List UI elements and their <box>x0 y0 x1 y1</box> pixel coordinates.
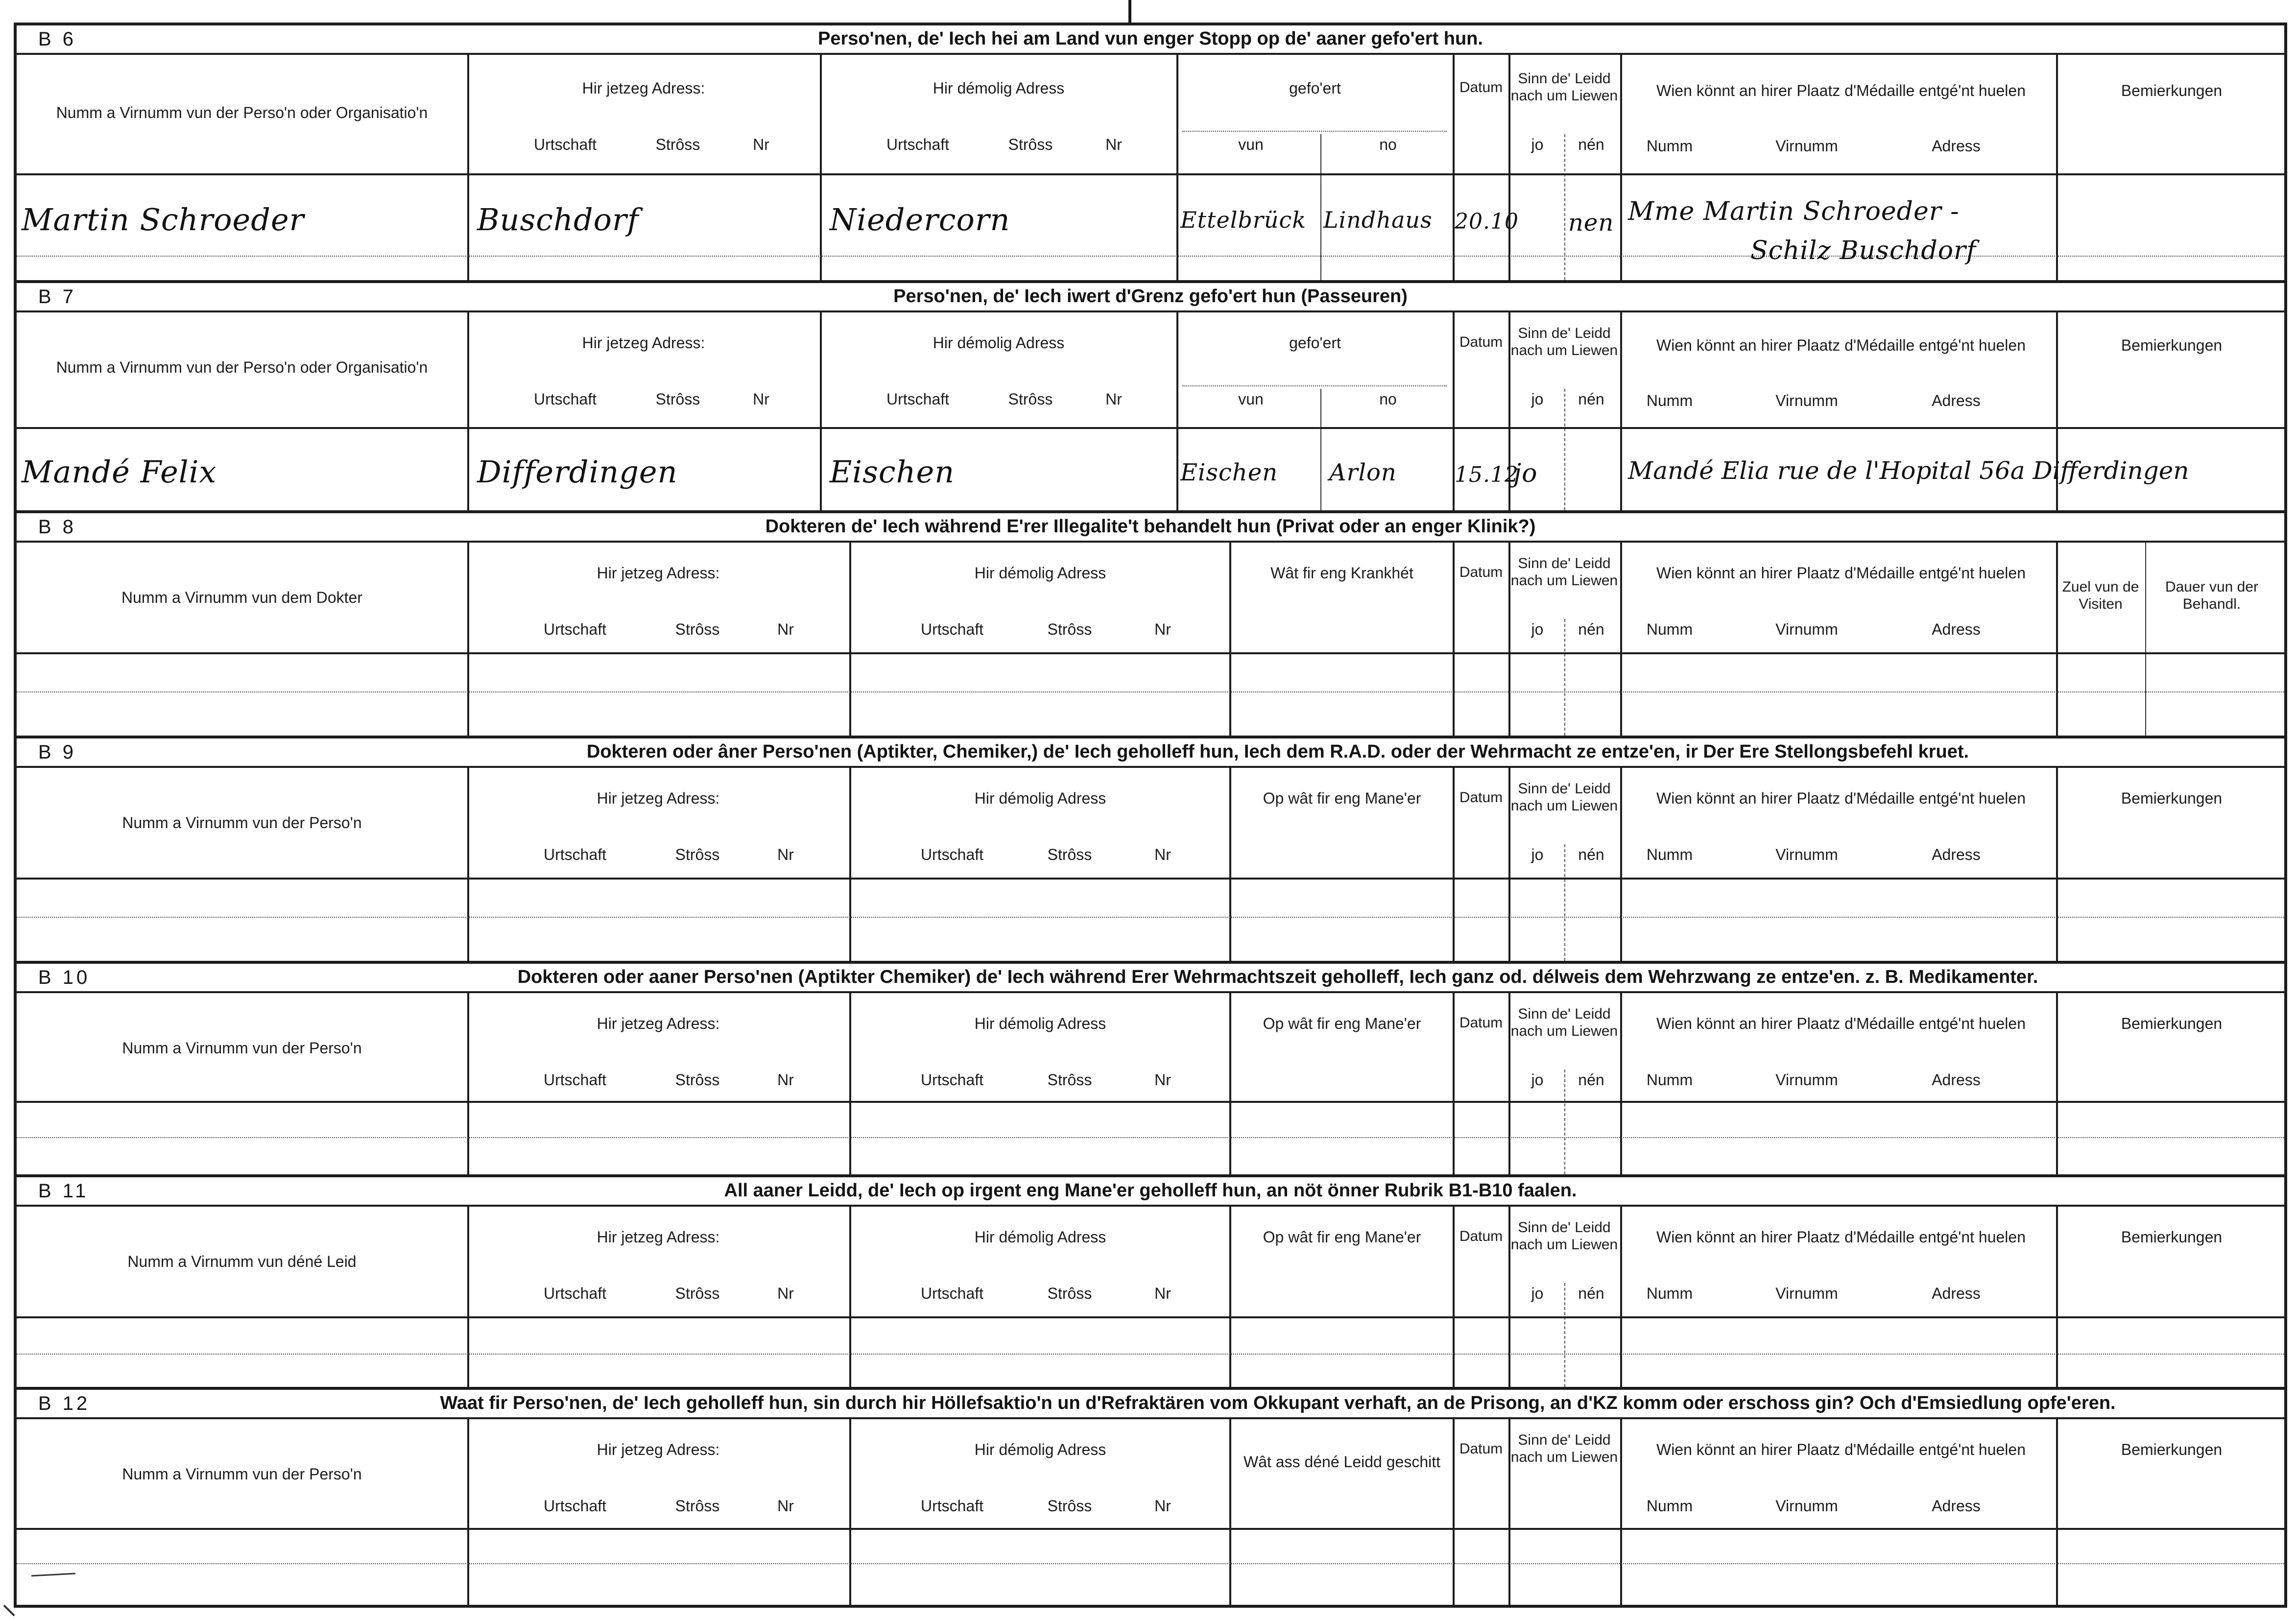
col-header-manner: Op wât fir eng Mane'er <box>1263 1015 1421 1032</box>
col-divider <box>2056 993 2058 1174</box>
sub-town: Urtschaft <box>920 1497 984 1515</box>
col-header-date: Datum <box>1459 1228 1503 1244</box>
col-divider <box>1620 1207 1622 1387</box>
sub-town: Urtschaft <box>533 390 597 408</box>
col-header-former: Hir démolig Adress <box>974 564 1106 582</box>
row-divider <box>17 1316 2284 1318</box>
sub-no: nén <box>1578 1071 1604 1089</box>
col-header-manner: Op wât fir eng Mane'er <box>1263 789 1421 807</box>
col-header-alive: Sinn de' Leidd nach um Liewen <box>1510 781 1618 814</box>
sub-medal-address: Adress <box>1932 846 1981 863</box>
sub-medal-first: Virnumm <box>1775 846 1838 863</box>
col-divider <box>1229 1419 1231 1605</box>
col-divider <box>1620 1419 1622 1605</box>
section-header <box>17 25 2284 55</box>
col-divider <box>2056 55 2058 280</box>
sub-yes: jo <box>1531 1071 1544 1089</box>
section-title: Dokteren de' Iech während E'rer Illegalite't behandelt hun (Privat oder an enger Klinik?) <box>765 516 1536 537</box>
col-header-date: Datum <box>1459 79 1503 95</box>
col-divider <box>1620 768 1622 961</box>
section-code: B 9 <box>38 741 77 763</box>
col-divider <box>1620 312 1622 510</box>
col-header-current: Hir jetzeg Adress: <box>597 1228 720 1246</box>
sub-nr: Nr <box>1105 136 1122 153</box>
sub-street: Strôss <box>1047 1285 1092 1302</box>
col-divider <box>1564 389 1565 510</box>
col-divider <box>467 55 469 280</box>
entry-to: Arlon <box>1329 459 1397 486</box>
entry-former-town: Niedercorn <box>830 202 1010 238</box>
col-header-medal: Wien könnt an hirer Plaatz d'Médaille entgé'nt huelen <box>1656 789 2026 807</box>
sub-medal-first: Virnumm <box>1775 392 1838 409</box>
sub-town: Urtschaft <box>543 620 607 638</box>
entry-date: 20.10 <box>1455 209 1519 234</box>
col-divider <box>1620 55 1622 280</box>
sub-no: nén <box>1578 1285 1604 1302</box>
col-header-alive: Sinn de' Leidd nach um Liewen <box>1510 71 1618 104</box>
col-header-happened: Wât ass déné Leidd geschitt <box>1243 1453 1440 1471</box>
col-header-date: Datum <box>1459 789 1503 806</box>
col-header-remarks: Bemierkungen <box>2121 336 2223 354</box>
sub-medal-name: Numm <box>1646 1285 1693 1302</box>
sub-nr: Nr <box>1105 390 1122 408</box>
row-divider <box>17 1528 2284 1530</box>
sub-town: Urtschaft <box>543 846 607 863</box>
col-header-medal: Wien könnt an hirer Plaatz d'Médaille entgé'nt huelen <box>1656 1228 2026 1246</box>
sub-street: Strôss <box>1047 846 1092 863</box>
sub-nr: Nr <box>777 1071 794 1089</box>
sub-town: Urtschaft <box>920 1071 984 1089</box>
col-header-current: Hir jetzeg Adress: <box>582 79 705 97</box>
sub-nr: Nr <box>777 846 794 863</box>
section-header <box>17 738 2284 768</box>
sub-medal-first: Virnumm <box>1775 1497 1838 1515</box>
entry-from: Eischen <box>1180 459 1278 486</box>
sub-medal-name: Numm <box>1646 1071 1693 1089</box>
col-divider <box>1320 134 1321 280</box>
sub-medal-first: Virnumm <box>1775 620 1838 638</box>
sub-no: nén <box>1578 846 1604 863</box>
col-header-conveyed: gefo'ert <box>1289 334 1341 352</box>
col-header-medal: Wien könnt an hirer Plaatz d'Médaille entgé'nt huelen <box>1656 564 2026 582</box>
section-header <box>17 964 2284 993</box>
col-divider <box>467 1419 469 1605</box>
col-header-current: Hir jetzeg Adress: <box>597 1441 720 1458</box>
col-divider <box>1564 134 1565 280</box>
sub-town: Urtschaft <box>886 136 950 153</box>
section-code: B 10 <box>38 967 91 988</box>
col-header-name: Numm a Virnumm vun der Perso'n oder Organisatio'n <box>56 104 428 121</box>
col-divider <box>1620 993 1622 1174</box>
sub-town: Urtschaft <box>543 1497 607 1515</box>
sub-nr: Nr <box>777 1285 794 1302</box>
col-divider <box>467 1207 469 1387</box>
row-divider <box>17 173 2284 175</box>
sub-medal-name: Numm <box>1646 620 1693 638</box>
section-b10 <box>17 961 2284 1174</box>
section-header <box>17 1177 2284 1207</box>
col-header-date: Datum <box>1459 564 1503 580</box>
col-header-name: Numm a Virnumm vun der Perso'n oder Organisatio'n <box>56 358 428 376</box>
binding-mark <box>1128 0 1131 24</box>
col-header-remarks: Bemierkungen <box>2121 82 2223 99</box>
col-header-former: Hir démolig Adress <box>974 789 1106 807</box>
sub-medal-name: Numm <box>1646 1497 1693 1515</box>
sub-street: Strôss <box>1047 1071 1092 1089</box>
col-divider <box>1564 844 1565 961</box>
col-header-name: Numm a Virnumm vun déné Leid <box>127 1253 357 1270</box>
col-header-former: Hir démolig Adress <box>933 79 1065 97</box>
section-header <box>17 283 2284 312</box>
sub-town: Urtschaft <box>920 846 984 863</box>
col-divider <box>1229 1207 1231 1387</box>
section-title: Dokteren oder âner Perso'nen (Aptikter, Chemiker,) de' Iech geholleff hun, Iech dem R.A.D. oder der Wehrmacht ze entze'en, ir Der Ere Stellongsbefehl kruet. <box>586 741 1969 762</box>
sub-street: Strôss <box>1008 390 1053 408</box>
col-divider <box>849 768 851 961</box>
sub-nr: Nr <box>777 1497 794 1515</box>
col-header-medal: Wien könnt an hirer Plaatz d'Médaille entgé'nt huelen <box>1656 1015 2026 1032</box>
col-header-current: Hir jetzeg Adress: <box>597 789 720 807</box>
col-divider <box>1564 1070 1565 1174</box>
col-divider <box>1620 543 1622 736</box>
col-header-visits: Zuel vun de Visiten <box>2062 579 2139 612</box>
row-divider <box>17 917 2284 918</box>
section-code: B 12 <box>38 1393 91 1414</box>
entry-yes: jo <box>1513 459 1538 488</box>
row-divider <box>17 1354 2284 1355</box>
col-header-medal: Wien könnt an hirer Plaatz d'Médaille entgé'nt huelen <box>1656 336 2026 354</box>
section-code: B 6 <box>38 28 77 50</box>
sub-street: Strôss <box>1047 620 1092 638</box>
col-header-remarks: Bemierkungen <box>2121 1441 2223 1458</box>
col-header-current: Hir jetzeg Adress: <box>597 1015 720 1032</box>
sub-to: no <box>1379 390 1397 408</box>
section-b6 <box>17 25 2284 280</box>
sub-town: Urtschaft <box>886 390 950 408</box>
sub-nr: Nr <box>1154 1071 1171 1089</box>
col-divider <box>849 543 851 736</box>
sub-street: Strôss <box>1008 136 1053 153</box>
col-divider <box>849 993 851 1174</box>
sub-medal-first: Virnumm <box>1775 1071 1838 1089</box>
col-header-former: Hir démolig Adress <box>974 1015 1106 1032</box>
col-header-remarks: Bemierkungen <box>2121 1228 2223 1246</box>
sub-town: Urtschaft <box>543 1071 607 1089</box>
sub-yes: jo <box>1531 390 1544 408</box>
sub-nr: Nr <box>753 136 769 153</box>
sub-street: Strôss <box>655 136 700 153</box>
col-header-alive: Sinn de' Leidd nach um Liewen <box>1510 1432 1618 1465</box>
col-header-former: Hir démolig Adress <box>933 334 1065 352</box>
col-divider <box>2056 543 2058 736</box>
col-header-name: Numm a Virnumm vun der Perso'n <box>122 1039 362 1057</box>
sub-nr: Nr <box>753 390 769 408</box>
col-divider <box>1229 543 1231 736</box>
sub-street: Strôss <box>675 620 720 638</box>
col-divider <box>467 543 469 736</box>
section-title: All aaner Leidd, de' Iech op irgent eng Mane'er geholleff hun, an nöt önner Rubrik B1-B10 faalen. <box>724 1180 1577 1201</box>
sub-no: nén <box>1578 390 1604 408</box>
entry-current-town: Buschdorf <box>477 202 639 238</box>
sub-medal-name: Numm <box>1646 137 1693 155</box>
pen-stroke <box>31 1573 75 1577</box>
col-header-remarks: Bemierkungen <box>2121 789 2223 807</box>
entry-name: Martin Schroeder <box>22 202 305 238</box>
sub-town: Urtschaft <box>920 1285 984 1302</box>
section-header <box>17 1390 2284 1419</box>
col-divider <box>467 312 469 510</box>
entry-medal-line2: Schilz Buschdorf <box>1750 236 1977 265</box>
col-header-alive: Sinn de' Leidd nach um Liewen <box>1510 325 1618 358</box>
section-code: B 11 <box>38 1180 89 1202</box>
sub-yes: jo <box>1531 620 1544 638</box>
section-b11 <box>17 1174 2284 1387</box>
entry-current-town: Differdingen <box>477 454 678 490</box>
col-header-date: Datum <box>1459 334 1503 350</box>
section-b12 <box>17 1387 2284 1605</box>
sub-yes: jo <box>1531 1285 1544 1302</box>
row-divider <box>17 652 2284 654</box>
col-divider <box>467 768 469 961</box>
entry-to: Lindhaus <box>1323 207 1433 233</box>
entry-medal-line1: Mme Martin Schroeder - <box>1628 197 1960 226</box>
col-header-medal: Wien könnt an hirer Plaatz d'Médaille entgé'nt huelen <box>1656 1441 2026 1458</box>
sub-nr: Nr <box>1154 846 1171 863</box>
section-code: B 8 <box>38 516 77 538</box>
entry-no: nen <box>1568 209 1614 237</box>
sub-street: Strôss <box>675 1497 720 1515</box>
col-divider <box>849 1419 851 1605</box>
sub-town: Urtschaft <box>533 136 597 153</box>
col-header-conveyed: gefo'ert <box>1289 79 1341 97</box>
row-divider <box>17 1137 2284 1138</box>
sub-to: no <box>1379 136 1397 153</box>
col-header-alive: Sinn de' Leidd nach um Liewen <box>1510 1219 1618 1253</box>
sub-medal-address: Adress <box>1932 392 1981 409</box>
section-title: Perso'nen, de' Iech iwert d'Grenz gefo'ert hun (Passeuren) <box>893 286 1408 307</box>
sub-town: Urtschaft <box>920 620 984 638</box>
sub-medal-first: Virnumm <box>1775 137 1838 155</box>
sub-yes: jo <box>1531 846 1544 863</box>
col-divider <box>1320 389 1321 510</box>
sub-street: Strôss <box>675 846 720 863</box>
col-header-name: Numm a Virnumm vun der Perso'n <box>122 1465 362 1483</box>
sub-from: vun <box>1238 136 1264 153</box>
col-divider <box>1229 768 1231 961</box>
sub-medal-first: Virnumm <box>1775 1285 1838 1302</box>
col-header-date: Datum <box>1459 1015 1503 1031</box>
col-divider <box>2056 768 2058 961</box>
col-header-name: Numm a Virnumm vun dem Dokter <box>121 589 362 606</box>
sub-no: nén <box>1578 136 1604 153</box>
col-header-name: Numm a Virnumm vun der Perso'n <box>122 814 362 832</box>
sub-medal-name: Numm <box>1646 846 1693 863</box>
col-header-medal: Wien könnt an hirer Plaatz d'Médaille entgé'nt huelen <box>1656 82 2026 99</box>
col-header-former: Hir démolig Adress <box>974 1441 1106 1458</box>
col-header-manner: Op wât fir eng Mane'er <box>1263 1228 1421 1246</box>
entry-from: Ettelbrück <box>1180 207 1307 233</box>
col-divider <box>2056 1419 2058 1605</box>
entry-date: 15.12 <box>1455 462 1519 487</box>
entry-former-town: Eischen <box>830 454 955 490</box>
row-divider <box>17 1101 2284 1103</box>
col-divider <box>2145 543 2146 736</box>
sub-nr: Nr <box>777 620 794 638</box>
section-b8 <box>17 510 2284 736</box>
section-title: Waat fir Perso'nen, de' Iech geholleff hun, sin durch hir Höllefsaktio'n un d'Refraktären vom Okkupant verhaft, an de Prisong, an d'KZ komm oder erschoss gin? Och d'Emsiedlung opfe'eren. <box>440 1393 2116 1413</box>
col-header-alive: Sinn de' Leidd nach um Liewen <box>1510 1006 1618 1039</box>
form-sheet <box>14 23 2287 1608</box>
col-divider <box>849 1207 851 1387</box>
section-b7 <box>17 280 2284 510</box>
row-divider <box>17 1563 2284 1564</box>
col-header-remarks: Bemierkungen <box>2121 1015 2223 1032</box>
col-header-duration: Dauer vun der Behandl. <box>2165 579 2259 612</box>
row-divider <box>17 878 2284 880</box>
section-title: Perso'nen, de' Iech hei am Land vun enger Stopp op de' aaner gefo'ert hun. <box>818 28 1483 49</box>
sub-medal-address: Adress <box>1932 1497 1981 1515</box>
sub-town: Urtschaft <box>543 1285 607 1302</box>
section-code: B 7 <box>38 286 77 308</box>
sub-medal-address: Adress <box>1932 137 1981 155</box>
sub-no: nén <box>1578 620 1604 638</box>
row-divider <box>17 691 2284 692</box>
sub-street: Strôss <box>675 1285 720 1302</box>
sub-yes: jo <box>1531 136 1544 153</box>
sub-street: Strôss <box>675 1071 720 1089</box>
col-divider <box>2056 1207 2058 1387</box>
col-header-date: Datum <box>1459 1441 1503 1457</box>
col-header-alive: Sinn de' Leidd nach um Liewen <box>1510 555 1618 589</box>
col-divider <box>1229 993 1231 1174</box>
section-title: Dokteren oder aaner Perso'nen (Aptikter Chemiker) de' Iech während Erer Wehrmachtszeit geholleff, Iech ganz od. délweis dem Wehrzwang ze entze'en. z. B. Medikamenter. <box>517 967 2038 987</box>
col-divider <box>1564 1283 1565 1387</box>
sub-nr: Nr <box>1154 620 1171 638</box>
sub-street: Strôss <box>1047 1497 1092 1515</box>
row-divider <box>1182 385 1447 386</box>
sub-from: vun <box>1238 390 1264 408</box>
col-header-illness: Wât fir eng Krankhét <box>1270 564 1413 582</box>
col-divider <box>820 312 822 510</box>
col-divider <box>820 55 822 280</box>
sub-medal-name: Numm <box>1646 392 1693 409</box>
sub-medal-address: Adress <box>1932 1285 1981 1302</box>
sub-street: Strôss <box>655 390 700 408</box>
entry-medal: Mandé Elia rue de l'Hopital 56a Differdingen <box>1628 456 2189 485</box>
col-header-current: Hir jetzeg Adress: <box>597 564 720 582</box>
section-b9 <box>17 736 2284 961</box>
sub-nr: Nr <box>1154 1285 1171 1302</box>
section-header <box>17 513 2284 543</box>
row-divider <box>17 427 2284 429</box>
col-header-current: Hir jetzeg Adress: <box>582 334 705 352</box>
sub-medal-address: Adress <box>1932 1071 1981 1089</box>
col-header-former: Hir démolig Adress <box>974 1228 1106 1246</box>
sub-nr: Nr <box>1154 1497 1171 1515</box>
entry-name: Mandé Felix <box>22 454 217 490</box>
row-divider <box>1182 131 1447 132</box>
col-divider <box>1176 55 1178 280</box>
col-divider <box>467 993 469 1174</box>
col-divider <box>1176 312 1178 510</box>
sub-medal-address: Adress <box>1932 620 1981 638</box>
col-divider <box>1564 619 1565 736</box>
